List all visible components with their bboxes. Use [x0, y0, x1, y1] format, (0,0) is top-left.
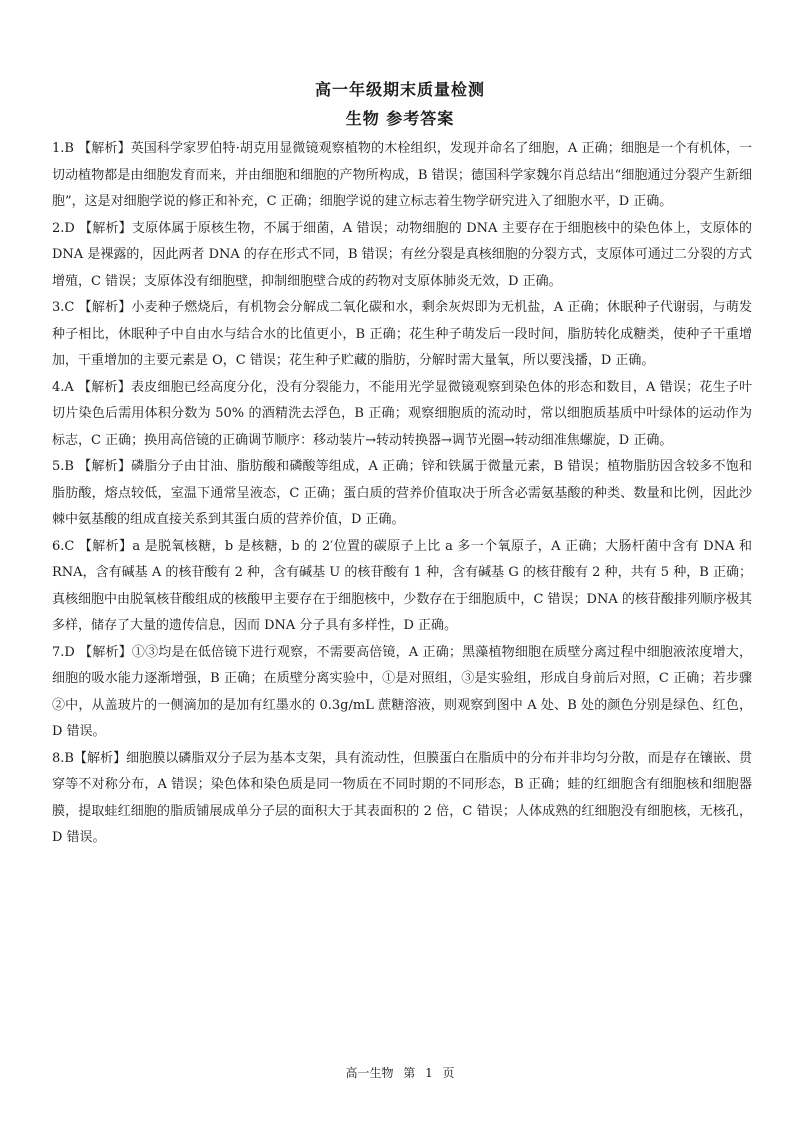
answer-item-1: 1.B 【解析】英国科学家罗伯特·胡克用显微镜观察植物的木栓组织，发现并命名了细胞，A 正确；细胞是一个有机体，一切动植物都是由细胞发育而来，并由细胞和细胞的产物所构成，B 错误；德国科学家魏尔肖总结出“细胞通过分裂产生新细胞”，这是对细胞学说的修正和补充，C 正确；细胞学说的建立标志着生物学研究进入了细胞水平，D 正确。	[52, 141, 752, 209]
page-subtitle: 生物 参考答案	[345, 109, 455, 128]
page-footer: 高一生物 第 1 页	[345, 1066, 455, 1080]
answer-item-5: 5.B 【解析】磷脂分子由甘油、脂肪酸和磷酸等组成，A 正确；锌和铁属于微量元素，B 错误；植物脂肪因含较多不饱和脂肪酸，熔点较低，室温下通常呈液态，C 正确；蛋白质的营养价值取决于所含必需氨基酸的种类、数量和比例，因此沙棘中氨基酸的组成直接关系到其蛋白质的营养价值，D 正确。	[52, 459, 752, 527]
answer-list	[52, 136, 752, 852]
answer-item-2: 2.D 【解析】支原体属于原核生物，不属于细菌，A 错误；动物细胞的 DNA 主要存在于细胞核中的染色体上，支原体的 DNA 是裸露的，因此两者 DNA 的存在形式不同，B 错误；有丝分裂是真核细胞的分裂方式，支原体可通过二分裂的方式增殖，C 错误；支原体没有细胞壁，抑制细胞壁合成的药物对支原体肺炎无效，D 正确。	[52, 220, 752, 289]
answer-item-3: 3.C 【解析】小麦种子燃烧后，有机物会分解成二氧化碳和水，剩余灰烬即为无机盐，A 正确；休眠种子代谢弱，与萌发种子相比，休眠种子中自由水与结合水的比值更小，B 正确；花生种子萌发后一段时间，脂肪转化成糖类，使种子干重增加，干重增加的主要元素是 O，C 错误；花生种子贮藏的脂肪，分解时需大量氧，所以要浅播，D 正确。	[52, 300, 752, 368]
answer-item-6: 6.C 【解析】a 是脱氧核糖，b 是核糖，b 的 2′位置的碳原子上比 a 多一个氧原子，A 正确；大肠杆菌中含有 DNA 和 RNA，含有碱基 A 的核苷酸有 2 种，含有碱基 U 的核苷酸有 1 种，含有碱基 G 的核苷酸有 2 种，共有 5 种，B 正确；真核细胞中由脱氧核苷酸组成的核酸甲主要存在于细胞核中，少数存在于细胞质中，C 错误；DNA 的核苷酸排列顺序极其多样，储存了大量的遗传信息，因而 DNA 分子具有多样性，D 正确。	[52, 538, 752, 633]
answer-item-8: 8.B【解析】细胞膜以磷脂双分子层为基本支架，具有流动性，但膜蛋白在脂质中的分布并非均匀分散，而是存在镶嵌、贯穿等不对称分布，A 错误；染色体和染色质是同一物质在不同时期的不同形态，B 正确；蛙的红细胞含有细胞核和细胞器膜，提取蛙红细胞的脂质铺展成单分子层的面积大于其表面积的 2 倍，C 错误；人体成熟的红细胞没有细胞核，无核孔，D 错误。	[52, 750, 752, 845]
page-title: 高一年级期末质量检测	[314, 80, 485, 99]
answer-item-4: 4.A 【解析】表皮细胞已经高度分化，没有分裂能力，不能用光学显微镜观察到染色体的形态和数目，A 错误；花生子叶切片染色后需用体积分数为 50% 的酒精洗去浮色，B 正确；观察细胞质的流动时，常以细胞质基质中叶绿体的运动作为标志，C 正确；换用高倍镜的正确调节顺序：移动装片→转动转换器→调节光圈→转动细准焦螺旋，D 正确。	[52, 379, 752, 448]
answer-item-7: 7.D 【解析】①③均是在低倍镜下进行观察，不需要高倍镜，A 正确；黑藻植物细胞在质壁分离过程中细胞液浓度增大，细胞的吸水能力逐渐增强，B 正确；在质壁分离实验中，①是对照组，③是实验组，形成自身前后对照，C 正确；若步骤②中，从盖玻片的一侧滴加的是加有红墨水的 0.3g/mL 蔗糖溶液，则观察到图中 A 处、B 处的颜色分别是绿色、红色，D 错误。	[52, 644, 752, 739]
